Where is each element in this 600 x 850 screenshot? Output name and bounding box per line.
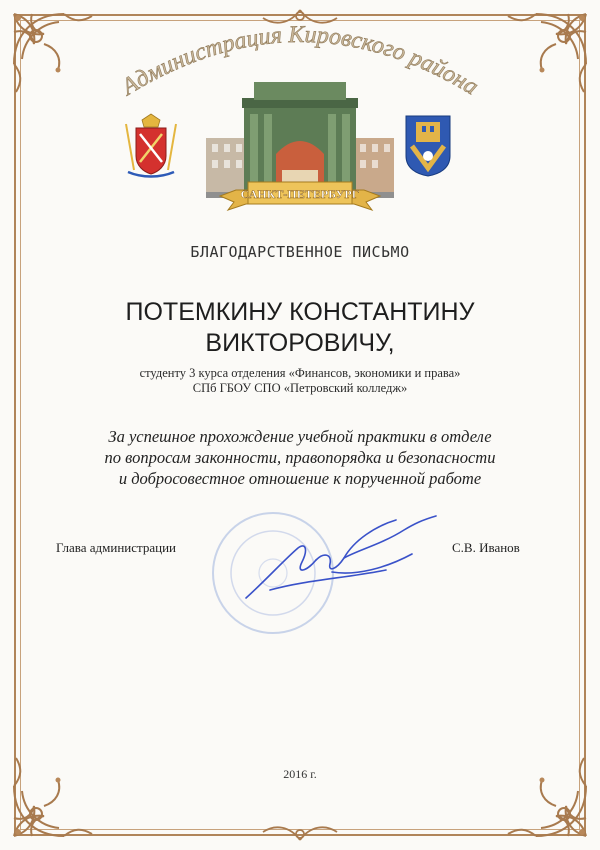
corner-ornament-icon xyxy=(496,4,596,104)
student-description xyxy=(60,366,540,396)
gratitude-reason xyxy=(40,426,560,489)
narva-arch-illustration xyxy=(206,78,394,228)
handwritten-signature xyxy=(236,510,456,610)
organization-arc-text: Администрация Кировского района xyxy=(117,21,483,101)
recipient-name xyxy=(60,297,540,359)
document-year: 2016 г. xyxy=(283,767,317,781)
kirovsky-coat-of-arms-icon xyxy=(402,112,454,178)
spb-coat-of-arms-icon xyxy=(122,110,180,180)
corner-ornament-icon xyxy=(4,746,104,846)
signatory-position: Глава администрации xyxy=(56,540,177,555)
student-description-line2: СПб ГБОУ СПО «Петровский колледж» xyxy=(192,381,408,395)
bottom-center-ornament-icon xyxy=(255,814,345,844)
signatory-name: С.В. Иванов xyxy=(452,540,520,555)
gratitude-reason-line1: За успешное прохождение учебной практики в отделе xyxy=(108,427,492,446)
corner-ornament-icon xyxy=(4,4,104,104)
corner-ornament-icon xyxy=(496,746,596,846)
gratitude-reason-line2: по вопросам законности, правопорядка и безопасности xyxy=(104,448,496,467)
gratitude-reason-line3: и добросовестное отношение к порученной работе xyxy=(118,469,482,488)
recipient-name-line2: ВИКТОРОВИЧУ, xyxy=(205,329,395,357)
ribbon-text: САНКТ-ПЕТЕРБУРГ xyxy=(240,187,360,201)
document-title: БЛАГОДАРСТВЕННОЕ ПИСЬМО xyxy=(190,243,410,261)
student-description-line1: студенту 3 курса отделения «Финансов, экономики и права» xyxy=(139,366,461,380)
recipient-name-line1: ПОТЕМКИНУ КОНСТАНТИНУ xyxy=(125,298,475,326)
